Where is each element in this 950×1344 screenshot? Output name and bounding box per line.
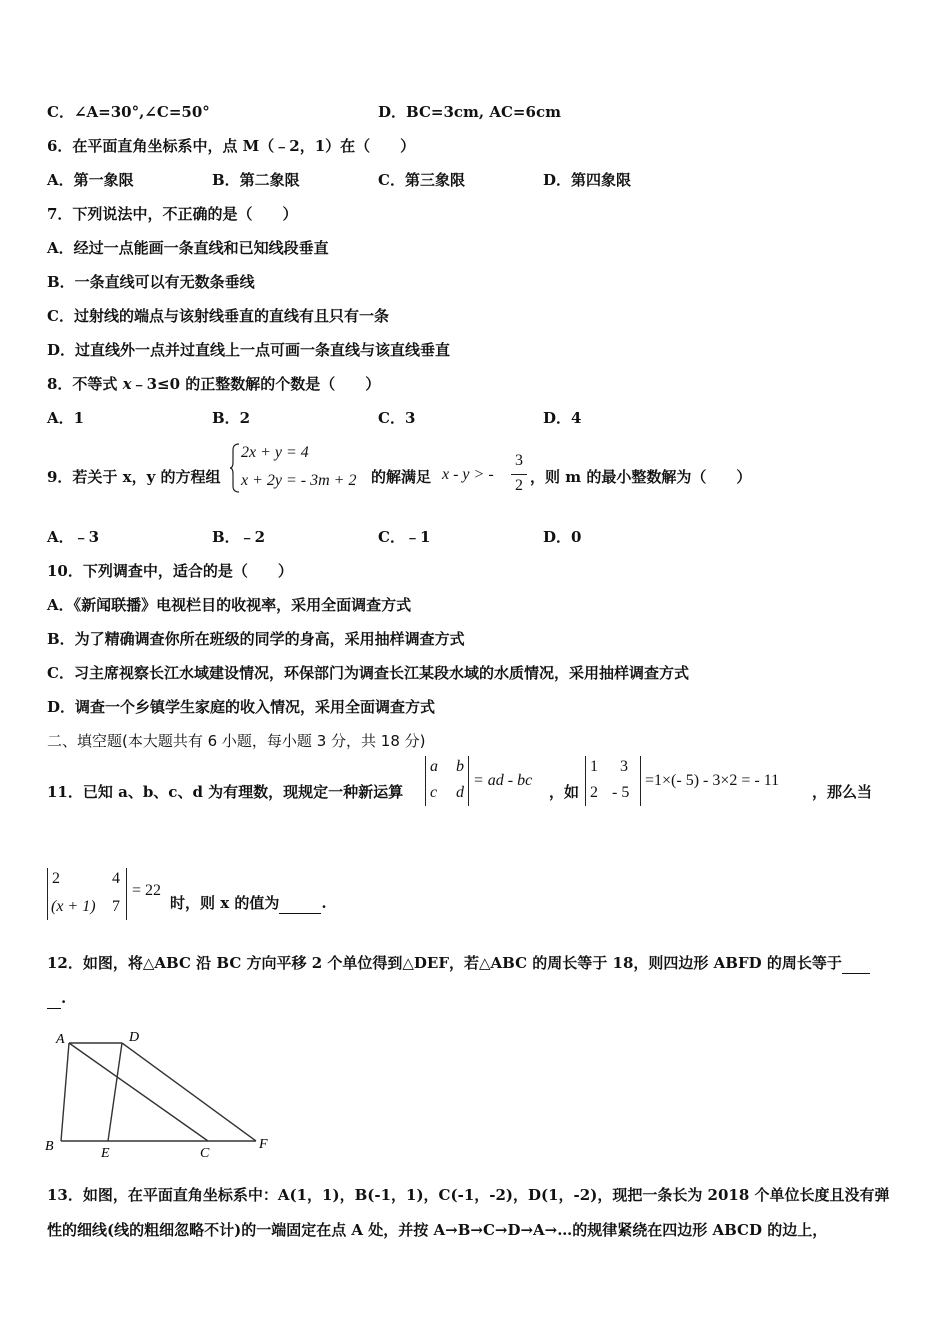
q11-answer-blank [279,893,321,914]
det3-d: 7 [112,898,120,915]
q7-option-d: D．过直线外一点并过直线上一点可画一条直线与该直线垂直 [47,341,451,359]
q7-option-a: A．经过一点能画一条直线和已知线段垂直 [47,239,329,257]
q6-option-a: A．第一象限 [47,171,134,189]
q8-option-a: A．1 [47,409,85,427]
q9-system-brace [229,442,241,494]
det3-a: 2 [52,870,60,887]
label-c: C [200,1146,210,1161]
q12-line-1 [47,953,870,974]
edge-de [108,1043,122,1141]
edge-ac [69,1043,208,1141]
q9-option-c: C．﹣1 [378,528,431,546]
q12-answer-blank-start [842,953,870,974]
det3-b: 4 [112,870,120,887]
q10-option-a: A．《新闻联播》电视栏目的收视率，采用全面调查方式 [47,596,412,614]
q5-option-d: D．BC=3cm, AC=6cm [378,103,561,121]
label-b: B [45,1139,54,1154]
q10-option-c: C．习主席视察长江水域建设情况，环保部门为调查长江某段水域的水质情况，采用抽样调查方式 [47,664,689,682]
q10-option-d: D．调查一个乡镇学生家庭的收入情况，采用全面调查方式 [47,698,436,716]
q11-question-equals: = 22 [132,882,162,899]
q11-definition-formula: = ad - bc [473,772,533,789]
det2-a: 1 [590,758,598,775]
det1-b: b [456,758,464,775]
det3-c: (x + 1) [51,898,96,915]
q8-option-d: D．4 [543,409,582,427]
det2-b: 3 [620,758,628,775]
q9-suffix: ，则 m 的最小整数解为（ ） [530,468,752,486]
det1-d: d [456,784,464,801]
q11-tail-end: . [321,894,327,912]
q12-answer-blank-end [47,988,61,1009]
q8-option-c: C．3 [378,409,416,427]
label-e: E [101,1146,110,1161]
q11-suffix: ，那么当 [812,783,873,801]
q13-line-2: 性的细线(线的粗细忽略不计)的一端固定在点 A 处，并按 A→B→C→D→A→…的规律紧绕在四边形 ABCD 的边上， [47,1221,828,1239]
q6-option-c: C．第三象限 [378,171,465,189]
det2-d: - 5 [612,784,630,801]
det1-a: a [430,758,438,775]
q7-stem: 7．下列说法中，不正确的是（ ） [47,205,298,223]
q10-stem: 10．下列调查中，适合的是（ ） [47,562,293,580]
q8-stem-number: 8．不等式 [47,375,123,393]
edge-ab [61,1043,69,1141]
q12-text: 12．如图，将△ABC 沿 BC 方向平移 2 个单位得到△DEF，若△ABC 的周长等于 18，则四边形 ABFD 的周长等于 [47,954,842,972]
q9-option-d: D．0 [543,528,582,546]
q11-determinant-example [585,756,641,806]
q8-stem-rest: ﹣3≤0 的正整数解的个数是（ ） [131,375,381,393]
q9-inequality: x - y > - [442,466,494,483]
q11-determinant-definition [425,756,469,806]
label-f: F [259,1137,268,1152]
edge-df [122,1043,256,1141]
det2-c: 2 [590,784,598,801]
q9-fraction-denominator: 2 [515,477,523,494]
q9-equation-1: 2x + y = 4 [241,444,309,461]
q12-translation-figure [40,1026,280,1162]
q9-mid: 的解满足 [371,468,432,486]
q11-example-result: =1×(- 5) - 3×2 = - 11 [645,772,780,789]
q8-option-b: B．2 [212,409,251,427]
q9-prefix: 9．若关于 x，y 的方程组 [47,468,221,486]
q9-fraction-numerator: 3 [515,452,523,469]
q10-option-b: B．为了精确调查你所在班级的同学的身高，采用抽样调查方式 [47,630,465,648]
q7-option-c: C．过射线的端点与该射线垂直的直线有且只有一条 [47,307,389,325]
q8-stem [47,374,380,394]
q12-line-2 [47,988,66,1009]
q11-mid: ，如 [549,783,580,801]
q6-option-b: B．第二象限 [212,171,300,189]
q8-variable: x [122,375,132,393]
q6-option-d: D．第四象限 [543,171,632,189]
q9-fraction-bar [511,474,527,475]
label-a: A [56,1032,65,1047]
q11-tail-text: 时，则 x 的值为 [170,894,280,912]
q12-line-2-end: . [61,989,67,1007]
q9-equation-2: x + 2y = - 3m + 2 [241,472,357,489]
q5-option-c: C．∠A=30°,∠C=50° [47,103,210,121]
section-2-header: 二、填空题(本大题共有 6 小题，每小题 3 分，共 18 分) [47,732,426,750]
det1-c: c [430,784,438,801]
q9-option-b: B．﹣2 [212,528,266,546]
q11-prefix: 11．已知 a、b、c、d 为有理数，现规定一种新运算 [47,783,404,801]
q13-line-1: 13．如图，在平面直角坐标系中：A(1，1)，B(-1，1)，C(-1，-2)，D(1，-2)，现把一条长为 2018 个单位长度且没有弹 [47,1186,890,1204]
q7-option-b: B．一条直线可以有无数条垂线 [47,273,255,291]
q11-question-tail [170,893,327,914]
q9-option-a: A．﹣3 [47,528,100,546]
q6-stem: 6．在平面直角坐标系中，点 M（﹣2，1）在（ ） [47,137,416,155]
label-d: D [129,1030,140,1045]
q11-determinant-question [47,868,127,920]
